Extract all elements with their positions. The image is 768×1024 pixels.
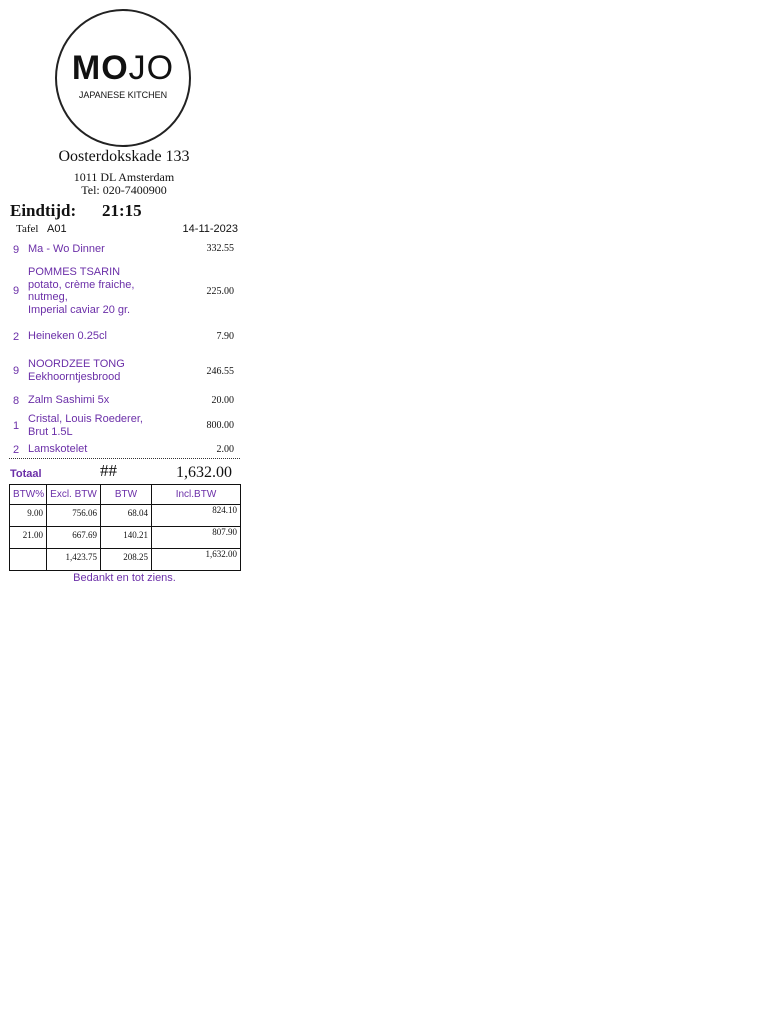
- item-qty: 9: [12, 285, 20, 297]
- address-phone: Tel: 020-7400900: [81, 183, 167, 197]
- item-price: 2.00: [216, 444, 234, 455]
- vat-total-row: [10, 549, 241, 571]
- item-line: POMMES TSARIN: [28, 266, 121, 278]
- item-line: Heineken 0.25cl: [28, 330, 107, 342]
- item-line: nutmeg,: [28, 291, 68, 304]
- item-description: [28, 330, 178, 343]
- address-street: Oosterdokskade 133: [58, 148, 190, 165]
- end-time-value: 21:15: [102, 201, 142, 220]
- item-qty: 1: [12, 420, 20, 432]
- item-price: 7.90: [216, 331, 234, 342]
- item-description: [28, 266, 178, 316]
- item-qty: 9: [12, 244, 20, 256]
- vat-amount: 140.21: [101, 527, 152, 549]
- item-line: Cristal, Louis Roederer,: [28, 413, 143, 425]
- item-line: potato, crème fraiche,: [28, 278, 135, 291]
- item-description: [28, 443, 178, 456]
- total-hash: ##: [100, 461, 117, 480]
- item-line: Ma - Wo Dinner: [28, 243, 105, 255]
- address-city: 1011 DL Amsterdam: [73, 170, 175, 184]
- dotted-separator: [9, 458, 240, 459]
- vat-incl: 824.10: [152, 505, 241, 527]
- item-line: Lamskotelet: [28, 443, 88, 455]
- vat-amount: 68.04: [101, 505, 152, 527]
- item-qty: 2: [12, 331, 20, 343]
- item-price: 332.55: [206, 243, 234, 254]
- vat-amount: 208.25: [101, 549, 152, 571]
- item-line: NOORDZEE TONG: [28, 358, 125, 370]
- restaurant-logo: [55, 9, 191, 147]
- item-description: [28, 394, 178, 407]
- vat-excl: 756.06: [47, 505, 101, 527]
- item-qty: 9: [12, 365, 20, 377]
- table-label: Tafel: [16, 223, 39, 235]
- vat-row: [10, 527, 241, 549]
- thank-you-message: Bedankt en tot ziens.: [73, 572, 176, 584]
- vat-header-cell: Incl.BTW: [152, 485, 241, 505]
- end-time-label: Eindtijd:: [10, 201, 77, 220]
- item-qty: 2: [12, 444, 20, 456]
- vat-header-cell: Excl. BTW: [47, 485, 101, 505]
- vat-header-cell: BTW%: [10, 485, 47, 505]
- total-label: Totaal: [10, 468, 42, 480]
- vat-rate: 21.00: [10, 527, 47, 549]
- vat-incl: 807.90: [152, 527, 241, 549]
- logo-brand: [57, 51, 189, 85]
- item-description: [28, 358, 178, 383]
- logo-subtitle: JAPANESE KITCHEN: [78, 90, 168, 100]
- item-line: Eekhoorntjesbrood: [28, 370, 121, 383]
- item-price: 246.55: [206, 366, 234, 377]
- vat-table: [9, 484, 241, 571]
- logo-brand-light: JO: [128, 49, 175, 87]
- logo-brand-bold: MO: [71, 49, 129, 87]
- vat-row: [10, 505, 241, 527]
- vat-excl: 667.69: [47, 527, 101, 549]
- receipt-date: 14-11-2023: [182, 223, 238, 235]
- item-price: 800.00: [206, 420, 234, 431]
- vat-header-cell: BTW: [101, 485, 152, 505]
- table-number: A01: [47, 223, 67, 235]
- item-description: [28, 413, 178, 438]
- vat-rate: [10, 549, 47, 571]
- item-line: Zalm Sashimi 5x: [28, 394, 110, 406]
- item-line: Brut 1.5L: [28, 425, 73, 438]
- vat-header-row: [10, 485, 241, 505]
- item-price: 20.00: [211, 395, 234, 406]
- vat-excl: 1,423.75: [47, 549, 101, 571]
- item-line: Imperial caviar 20 gr.: [28, 303, 131, 316]
- vat-rate: 9.00: [10, 505, 47, 527]
- item-description: [28, 243, 178, 256]
- item-qty: 8: [12, 395, 20, 407]
- total-value: 1,632.00: [176, 464, 232, 481]
- vat-incl: 1,632.00: [152, 549, 241, 571]
- item-price: 225.00: [206, 286, 234, 297]
